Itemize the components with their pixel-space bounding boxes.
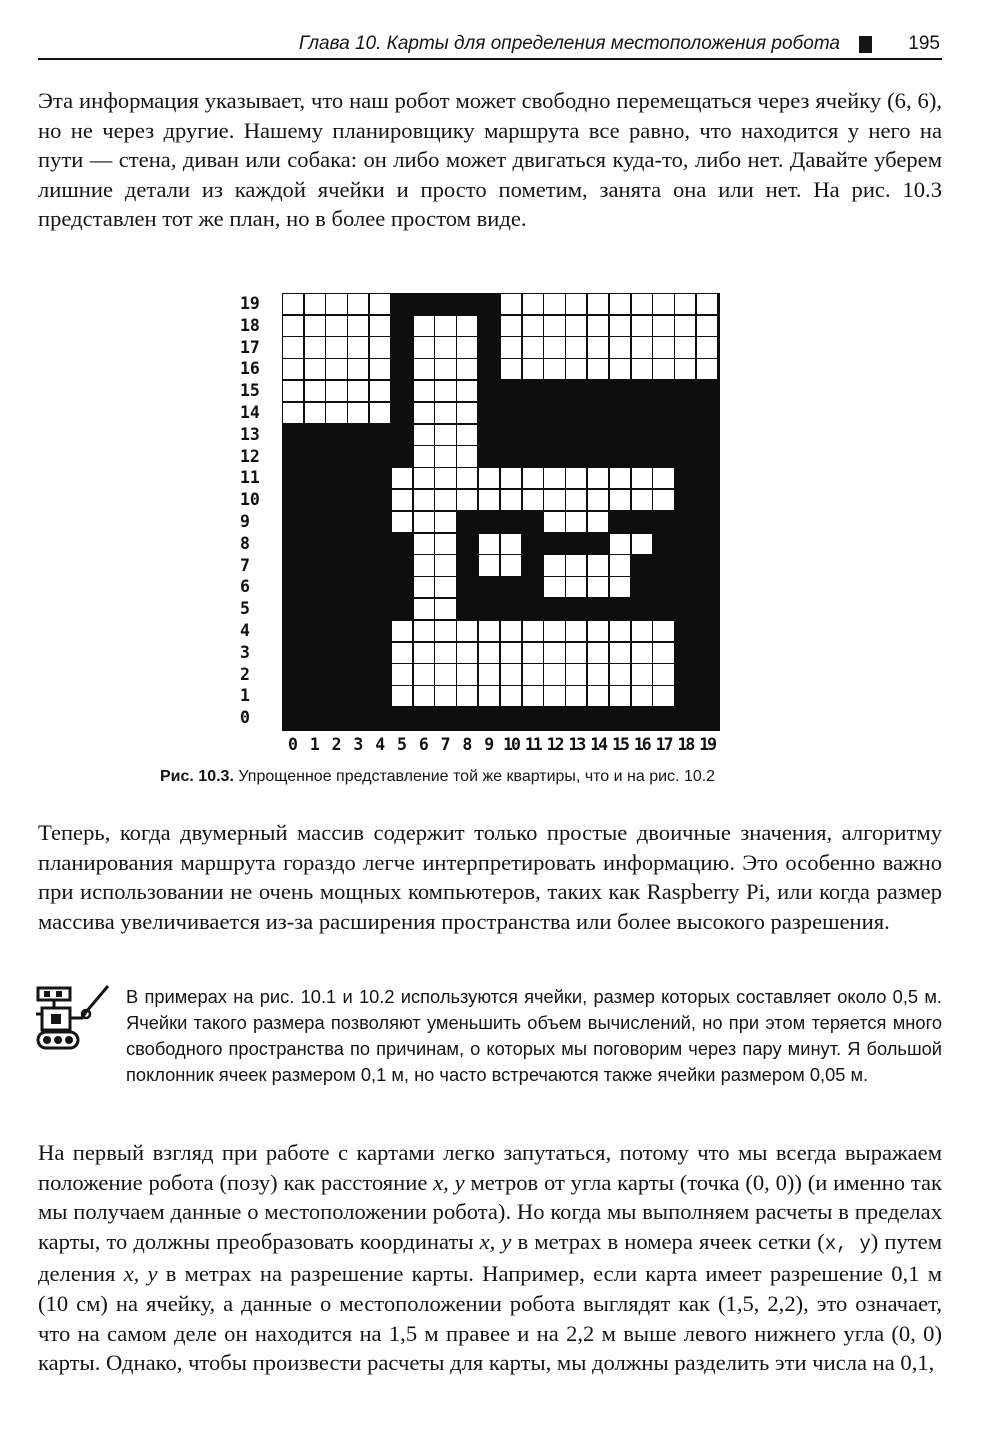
figure-caption-label: Рис. 10.3. [160, 768, 234, 785]
x-axis-label: 8 [462, 735, 473, 754]
free-cell [479, 686, 499, 706]
x-axis-label: 18 [677, 735, 694, 754]
free-cell [588, 316, 608, 336]
y-axis-label: 16 [240, 359, 260, 379]
free-cell [544, 359, 564, 379]
y-axis-label: 0 [240, 708, 250, 728]
free-cell [610, 643, 630, 663]
x-axis-label: 6 [418, 735, 429, 754]
free-cell [392, 621, 412, 641]
y-axis-label: 19 [240, 294, 260, 313]
free-cell [392, 512, 412, 532]
free-cell [414, 403, 434, 423]
free-cell [435, 337, 455, 357]
x-axis-label: 3 [353, 735, 364, 754]
free-cell [435, 664, 455, 684]
free-cell [523, 664, 543, 684]
paragraph-intro: Эта информация указывает, что наш робот может свободно перемещаться через ячейку (6, 6), но не через другие. Нашему планировщику маршрута все равно, что находится у него на пути — стена, диван или собака: он либо может двигаться куда-то, либо нет. Давайте уберем лишние детали из каждой ячейки и просто пометим, занята она или нет. На рис. 10.3 представлен тот же план, но в более простом виде. [38, 88, 942, 232]
free-cell [435, 381, 455, 401]
running-header [38, 32, 942, 60]
free-cell [457, 403, 477, 423]
math-xy: x, y [123, 1261, 158, 1287]
x-axis-label: 5 [397, 735, 407, 754]
free-cell [479, 643, 499, 663]
x-axis-label: 12 [546, 735, 563, 754]
free-cell [479, 534, 499, 554]
free-cell [457, 425, 477, 445]
free-cell [653, 643, 673, 663]
free-cell [697, 294, 717, 314]
free-cell [414, 490, 434, 510]
free-cell [435, 490, 455, 510]
free-cell [414, 686, 434, 706]
free-cell [348, 403, 368, 423]
free-cell [523, 468, 543, 488]
free-cell [566, 686, 586, 706]
free-cell [544, 468, 564, 488]
free-cell [435, 359, 455, 379]
y-axis-label: 2 [240, 664, 250, 684]
free-cell [348, 316, 368, 336]
free-cell [544, 664, 564, 684]
free-cell [588, 337, 608, 357]
free-cell [632, 686, 652, 706]
y-axis-label: 15 [240, 381, 260, 401]
free-cell [566, 468, 586, 488]
math-xy: x, y [479, 1228, 512, 1254]
free-cell [414, 337, 434, 357]
y-axis-label: 5 [240, 599, 250, 619]
free-cell [435, 446, 455, 466]
free-cell [632, 468, 652, 488]
free-cell [435, 403, 455, 423]
free-cell [283, 359, 303, 379]
free-cell [414, 468, 434, 488]
robot-note-icon [36, 984, 116, 1054]
free-cell [326, 316, 346, 336]
free-cell [283, 337, 303, 357]
free-cell [653, 294, 673, 314]
y-axis-label: 8 [240, 533, 250, 553]
free-cell [653, 316, 673, 336]
free-cell [414, 446, 434, 466]
free-cell [479, 664, 499, 684]
paragraph-coordinates [38, 1138, 942, 1378]
free-cell [523, 337, 543, 357]
free-cell [435, 468, 455, 488]
free-cell [435, 643, 455, 663]
free-cell [348, 294, 368, 314]
free-cell [348, 381, 368, 401]
free-cell [283, 294, 303, 314]
free-cell [675, 337, 695, 357]
figure-caption-text: Упрощенное представление той же квартиры, что и на рис. 10.2 [238, 768, 716, 785]
y-axis-label: 4 [240, 621, 250, 640]
free-cell [566, 490, 586, 510]
free-cell [523, 621, 543, 641]
free-cell [283, 381, 303, 401]
free-cell [305, 403, 325, 423]
free-cell [675, 316, 695, 336]
free-cell [479, 490, 499, 510]
free-cell [435, 555, 455, 575]
free-cell [697, 359, 717, 379]
free-cell [479, 621, 499, 641]
y-axis-label: 18 [240, 315, 260, 335]
free-cell [370, 294, 390, 314]
free-cell [523, 294, 543, 314]
free-cell [501, 621, 521, 641]
free-cell [588, 686, 608, 706]
x-axis-label: 1 [309, 735, 320, 754]
paragraph-binary: Теперь, когда двумерный массив содержит только простые двоичные значения, алгоритму планирования маршрута гораздо легче интерпретировать информацию. Это особенно важно при использовании не очень мощных компьютеров, таких как Raspberry Pi, или когда размер массива увеличивается из-за расширения пространства или более высокого разрешения. [38, 820, 942, 934]
x-axis-label: 17 [655, 735, 672, 754]
free-cell [653, 490, 673, 510]
free-cell [370, 381, 390, 401]
free-cell [653, 337, 673, 357]
free-cell [326, 381, 346, 401]
math-xy: x, y [433, 1169, 465, 1195]
free-cell [566, 359, 586, 379]
free-cell [479, 468, 499, 488]
free-cell [544, 490, 564, 510]
free-cell [370, 337, 390, 357]
free-cell [414, 577, 434, 597]
free-cell [305, 381, 325, 401]
free-cell [523, 643, 543, 663]
free-cell [632, 664, 652, 684]
free-cell [566, 643, 586, 663]
x-axis-label: 11 [524, 735, 541, 754]
free-cell [348, 337, 368, 357]
x-axis-label: 7 [440, 735, 451, 754]
free-cell [435, 425, 455, 445]
x-axis-label: 14 [590, 735, 607, 754]
free-cell [414, 316, 434, 336]
x-axis-label: 0 [288, 735, 298, 754]
free-cell [457, 468, 477, 488]
free-cell [588, 490, 608, 510]
y-axis-label: 9 [240, 512, 250, 531]
free-cell [435, 621, 455, 641]
free-cell [588, 468, 608, 488]
free-cell [610, 664, 630, 684]
free-cell [414, 359, 434, 379]
free-cell [414, 555, 434, 575]
free-cell [544, 577, 564, 597]
free-cell [632, 337, 652, 357]
free-cell [501, 294, 521, 314]
free-cell [610, 337, 630, 357]
free-cell [697, 316, 717, 336]
x-axis-label: 2 [331, 735, 342, 754]
free-cell [632, 534, 652, 554]
free-cell [653, 686, 673, 706]
free-cell [326, 403, 346, 423]
free-cell [566, 337, 586, 357]
free-cell [414, 621, 434, 641]
y-axis-label: 11 [240, 468, 260, 488]
free-cell [610, 316, 630, 336]
free-cell [610, 577, 630, 597]
code-xy: x, y [824, 1232, 871, 1255]
text-run: На первый взгляд при работе с картами легко запутаться, потому что мы всегда выражаем положение робота (позу) как расстояние [38, 1140, 942, 1195]
free-cell [283, 316, 303, 336]
header-square-marker [859, 36, 872, 53]
free-cell [435, 316, 455, 336]
free-cell [392, 468, 412, 488]
y-axis-label: 13 [240, 424, 260, 444]
free-cell [414, 534, 434, 554]
free-cell [610, 294, 630, 314]
free-cell [566, 512, 586, 532]
free-cell [501, 664, 521, 684]
chapter-title: Глава 10. Карты для определения местоположения робота [298, 33, 840, 54]
y-axis-label: 7 [240, 555, 250, 575]
free-cell [414, 599, 434, 619]
free-cell [610, 686, 630, 706]
y-axis-label: 3 [240, 642, 250, 662]
free-cell [370, 359, 390, 379]
y-axis-label: 12 [240, 446, 260, 466]
free-cell [632, 490, 652, 510]
free-cell [544, 555, 564, 575]
page-number: 195 [908, 33, 940, 54]
free-cell [392, 490, 412, 510]
free-cell [544, 643, 564, 663]
free-cell [566, 294, 586, 314]
free-cell [370, 316, 390, 336]
free-cell [414, 512, 434, 532]
free-cell [501, 468, 521, 488]
free-cell [501, 555, 521, 575]
free-cell [435, 577, 455, 597]
free-cell [501, 643, 521, 663]
text-run: в метрах на разрешение карты. Например, если карта имеет разрешение 0,1 м (10 см) на ячейку, а данные о местоположении робота выглядят как (1,5, 2,2), это означает, что на самом деле он находится на 1,5 м правее и на 2,2 м выше левого нижнего угла (0, 0) карты. Однако, чтобы произвести расчеты для карты, мы должны разделить эти числа на 0,1, [38, 1261, 942, 1376]
free-cell [566, 316, 586, 336]
y-axis-label: 1 [240, 686, 250, 706]
free-cell [588, 621, 608, 641]
y-axis-label: 6 [240, 577, 250, 597]
free-cell [697, 337, 717, 357]
free-cell [414, 643, 434, 663]
free-cell [305, 359, 325, 379]
free-cell [544, 294, 564, 314]
free-cell [479, 555, 499, 575]
free-cell [326, 294, 346, 314]
free-cell [435, 534, 455, 554]
free-cell [501, 337, 521, 357]
free-cell [588, 512, 608, 532]
free-cell [588, 294, 608, 314]
free-cell [610, 490, 630, 510]
free-cell [435, 686, 455, 706]
free-cell [632, 316, 652, 336]
free-cell [610, 359, 630, 379]
free-cell [370, 403, 390, 423]
free-cell [392, 686, 412, 706]
text-run: метров от угла карты (точка (0, 0)) (и именно так мы получаем данные о местоположении робота). Но когда мы выполняем расчеты в пределах карты, то должны преобразовать координаты [38, 1169, 942, 1254]
free-cell [632, 643, 652, 663]
y-axis-label: 14 [240, 403, 260, 422]
free-cell [283, 403, 303, 423]
free-cell [566, 664, 586, 684]
free-cell [675, 359, 695, 379]
free-cell [326, 359, 346, 379]
free-cell [457, 316, 477, 336]
free-cell [435, 512, 455, 532]
free-cell [501, 686, 521, 706]
free-cell [588, 555, 608, 575]
free-cell [653, 621, 673, 641]
free-cell [523, 686, 543, 706]
free-cell [457, 686, 477, 706]
free-cell [305, 316, 325, 336]
free-cell [414, 425, 434, 445]
free-cell [457, 643, 477, 663]
free-cell [326, 337, 346, 357]
free-cell [457, 337, 477, 357]
free-cell [588, 359, 608, 379]
free-cell [457, 664, 477, 684]
free-cell [632, 294, 652, 314]
free-cell [632, 621, 652, 641]
free-cell [501, 359, 521, 379]
free-cell [501, 490, 521, 510]
free-cell [457, 359, 477, 379]
note-text: В примерах на рис. 10.1 и 10.2 используются ячейки, размер которых составляет около 0,5 м. Ячейки такого размера позволяют уменьшить объем вычислений, но при этом теряется много свободного пространства по причинам, о которых мы поговорим через пару минут. Я большой поклонник ячеек размером 0,1 м, но часто встречаются также ячейки размером 0,05 м. [126, 986, 942, 1085]
text-run: в метрах в номера ячеек сетки ( [511, 1228, 825, 1254]
free-cell [544, 316, 564, 336]
free-cell [523, 316, 543, 336]
free-cell [544, 621, 564, 641]
free-cell [610, 534, 630, 554]
free-cell [566, 555, 586, 575]
free-cell [610, 621, 630, 641]
x-axis-label: 19 [699, 735, 716, 754]
x-axis-label: 10 [503, 735, 519, 754]
y-axis-label: 17 [240, 337, 260, 357]
free-cell [501, 316, 521, 336]
x-axis-label: 15 [612, 735, 628, 754]
free-cell [588, 577, 608, 597]
free-cell [544, 512, 564, 532]
free-cell [653, 664, 673, 684]
free-cell [305, 337, 325, 357]
text-run: ) путем деления [38, 1228, 943, 1287]
free-cell [392, 643, 412, 663]
free-cell [566, 577, 586, 597]
y-axis-label: 10 [240, 490, 260, 510]
free-cell [544, 686, 564, 706]
free-cell [544, 337, 564, 357]
free-cell [610, 468, 630, 488]
free-cell [457, 446, 477, 466]
x-axis-label: 4 [375, 735, 386, 754]
free-cell [588, 664, 608, 684]
free-cell [414, 664, 434, 684]
free-cell [348, 359, 368, 379]
free-cell [457, 490, 477, 510]
free-cell [305, 294, 325, 314]
x-axis-label: 9 [484, 735, 495, 754]
figure-caption [160, 768, 860, 786]
x-axis-label: 16 [633, 735, 650, 754]
free-cell [632, 359, 652, 379]
occupancy-grid [282, 293, 720, 731]
free-cell [588, 643, 608, 663]
free-cell [457, 381, 477, 401]
x-axis-label: 13 [568, 735, 585, 754]
free-cell [523, 359, 543, 379]
free-cell [457, 621, 477, 641]
occupancy-grid-figure [240, 288, 730, 758]
free-cell [653, 359, 673, 379]
free-cell [501, 534, 521, 554]
free-cell [392, 664, 412, 684]
free-cell [414, 381, 434, 401]
free-cell [523, 490, 543, 510]
free-cell [653, 468, 673, 488]
free-cell [435, 599, 455, 619]
free-cell [675, 294, 695, 314]
free-cell [566, 621, 586, 641]
free-cell [610, 555, 630, 575]
